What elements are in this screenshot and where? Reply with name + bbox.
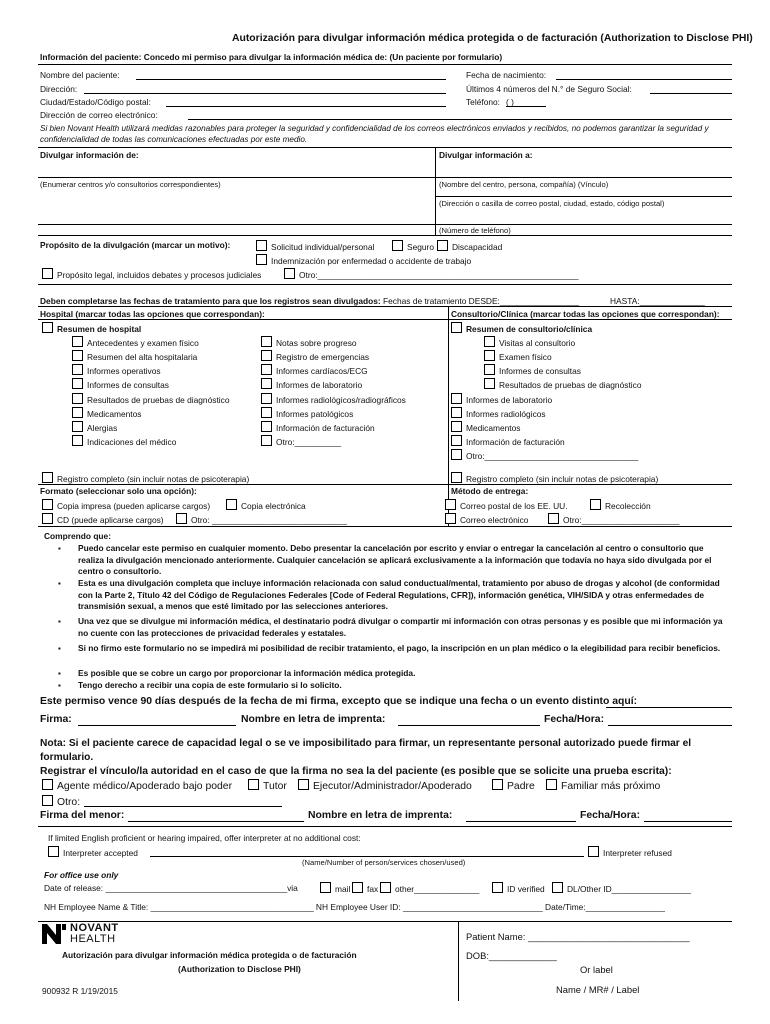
hospital-item[interactable]: Informes patológicos xyxy=(261,407,353,419)
hospital-item[interactable]: Registro de emergencias xyxy=(261,350,369,362)
relation-next-of-kin[interactable]: Familiar más próximo xyxy=(546,779,660,792)
relation-other-field[interactable] xyxy=(84,806,282,807)
footer-title-2: (Authorization to Disclose PHI) xyxy=(178,964,301,974)
hospital-title: Hospital (marcar todas las opciones que correspondan): xyxy=(40,309,265,319)
checkbox[interactable] xyxy=(352,882,363,893)
dob-footer[interactable]: DOB:_____________ xyxy=(466,950,557,961)
understand-item: Esta es una divulgación completa que incluye información relacionada con salud conductual/mental, tratamiento por abuso de drogas y alcohol (de conformidad con la Parte 2, Título 42 del Código de Regulaciones Federales [Code of Federal Regulations, CFR]), información genética, VIH/SIDA y otras enfermedades de transmisión sexual, a menos que esté limitado por las selecciones anteriores. xyxy=(78,578,720,611)
dob-field[interactable] xyxy=(556,79,732,80)
checkbox[interactable] xyxy=(42,499,53,510)
minor-date-label: Fecha/Hora: xyxy=(580,810,641,821)
city-label: Ciudad/Estado/Código postal: xyxy=(40,97,151,107)
hospital-item[interactable]: Informes cardíacos/ECG xyxy=(261,364,368,376)
relation-guardian[interactable]: Tutor xyxy=(248,779,287,792)
clinic-item[interactable]: Examen físico xyxy=(484,350,552,362)
patient-name-label: Nombre del paciente: xyxy=(40,70,120,80)
format-other[interactable]: Otro: _____________________________ xyxy=(176,513,347,525)
purpose-personal[interactable]: Solicitud individual/personal xyxy=(256,240,374,252)
interpreter-hint: (Name/Number of person/services chosen/used) xyxy=(302,858,466,867)
from-hint: (Enumerar centros y/o consultorios correspondientes) xyxy=(40,180,221,189)
format-paper[interactable]: Copia impresa (pueden aplicarse cargos) xyxy=(42,499,210,511)
checkbox[interactable] xyxy=(248,779,259,790)
minor-print-label: Nombre en letra de imprenta: xyxy=(308,810,453,821)
clinic-item[interactable]: Informes de consultas xyxy=(484,364,581,376)
checkbox[interactable] xyxy=(72,421,83,432)
hospital-item[interactable]: Informes de consultas xyxy=(72,378,169,390)
checkbox[interactable] xyxy=(261,378,272,389)
format-title: Formato (seleccionar solo una opción): xyxy=(40,486,197,496)
release-mail[interactable]: mail xyxy=(320,882,350,894)
office-use-title: For office use only xyxy=(44,870,119,880)
clinic-complete-record[interactable]: Registro completo (sin incluir notas de psicoterapia) xyxy=(451,472,658,484)
checkbox[interactable] xyxy=(48,846,59,857)
interpreter-accepted[interactable]: Interpreter accepted xyxy=(48,846,138,858)
checkbox[interactable] xyxy=(437,240,448,251)
expiration-field[interactable] xyxy=(606,707,732,708)
checkbox[interactable] xyxy=(484,364,495,375)
city-field[interactable] xyxy=(166,106,446,107)
ssn-field[interactable] xyxy=(650,93,732,94)
clinic-item[interactable]: Otro:_________________________________ xyxy=(451,449,638,461)
date-to-field[interactable]: HASTA:______________ xyxy=(610,296,705,306)
checkbox[interactable] xyxy=(42,472,53,483)
understand-item: Una vez que se divulgue mi información médica, el destinatario podrá divulgar o compartir mi información con otras personas y es posible que mi información ya no cuente con las protecciones de privacidad federales y estatales. xyxy=(78,616,723,638)
checkbox[interactable] xyxy=(42,779,53,790)
clinic-item[interactable]: Informes de laboratorio xyxy=(451,393,552,405)
purpose-title: Propósito de la divulgación (marcar un motivo): xyxy=(40,240,231,250)
clinic-item[interactable]: Información de facturación xyxy=(451,435,565,447)
form-code: 900932 R 1/19/2015 xyxy=(42,986,118,996)
email-field[interactable] xyxy=(188,119,732,120)
dl-other-id[interactable]: DL/Other ID_________________ xyxy=(552,882,691,894)
checkbox[interactable] xyxy=(261,364,272,375)
checkbox[interactable] xyxy=(261,336,272,347)
understand-title: Comprendo que: xyxy=(44,531,111,541)
checkbox[interactable] xyxy=(72,336,83,347)
novant-logo-icon xyxy=(42,924,66,944)
hospital-item[interactable]: Informes radiológicos/radiográficos xyxy=(261,393,406,405)
hospital-summary[interactable]: Resumen de hospital xyxy=(42,322,141,334)
purpose-insurance[interactable]: Seguro xyxy=(392,240,434,252)
minor-signature-label: Firma del menor: xyxy=(40,810,125,821)
clinic-title: Consultorio/Clínica (marcar todas las opciones que correspondan): xyxy=(451,309,720,319)
interpreter-refused[interactable]: Interpreter refused xyxy=(588,846,672,858)
bullet-icon: ▪ xyxy=(58,681,61,690)
checkbox[interactable] xyxy=(451,421,462,432)
bullet-icon: ▪ xyxy=(58,579,61,588)
checkbox[interactable] xyxy=(484,378,495,389)
checkbox[interactable] xyxy=(451,322,462,333)
relation-agent[interactable]: Agente médico/Apoderado bajo poder xyxy=(42,779,232,792)
understand-item: Es posible que se cobre un cargo por proporcionar la información médica protegida. xyxy=(78,668,416,678)
logo-novant: NOVANT xyxy=(70,922,119,934)
clinic-item[interactable]: Informes radiológicos xyxy=(451,407,546,419)
checkbox[interactable] xyxy=(72,350,83,361)
checkbox[interactable] xyxy=(298,779,309,790)
checkbox[interactable] xyxy=(320,882,331,893)
checkbox[interactable] xyxy=(261,350,272,361)
checkbox[interactable] xyxy=(548,513,559,524)
date-time-field[interactable] xyxy=(608,725,732,726)
checkbox[interactable] xyxy=(176,513,187,524)
patient-name-field[interactable] xyxy=(136,79,446,80)
hospital-item[interactable]: Informes operativos xyxy=(72,364,161,376)
print-name-field[interactable] xyxy=(398,725,540,726)
understand-item: Puedo cancelar este permiso en cualquier momento. Debo presentar la cancelación por escrito y enviar o entregar la cancelación al centro o consultorio que realiza la divulgación mencionado anteriormente. Cualquier cancelación se aplicará exclusivamente a la información que todavía no haya sido divulgada por el centro o consultorio. xyxy=(78,543,712,576)
interpreter-name-field[interactable] xyxy=(150,856,584,857)
checkbox[interactable] xyxy=(590,499,601,510)
mr-label: Name / MR# / Label xyxy=(556,984,640,995)
patient-name-footer[interactable]: Patient Name: _______________________________ xyxy=(466,931,690,942)
clinic-item[interactable]: Visitas al consultorio xyxy=(484,336,575,348)
bullet-icon: ▪ xyxy=(58,617,61,626)
hospital-item[interactable]: Resumen del alta hospitalaria xyxy=(72,350,197,362)
phone-area: ( ) xyxy=(506,97,514,107)
to-hint-2: (Dirección o casilla de correo postal, ciudad, estado, código postal) xyxy=(439,199,665,208)
relation-parent[interactable]: Padre xyxy=(492,779,535,792)
footer-title-1: Autorización para divulgar información médica protegida o de facturación xyxy=(62,950,357,960)
phone-field[interactable] xyxy=(506,106,546,107)
release-other[interactable]: other______________ xyxy=(380,882,479,894)
checkbox[interactable] xyxy=(484,350,495,361)
minor-date-field[interactable] xyxy=(644,821,732,822)
purpose-other[interactable]: Otro:________________________________________________________ xyxy=(284,268,578,280)
print-name-label: Nombre en letra de imprenta: xyxy=(241,714,386,725)
checkbox[interactable] xyxy=(256,254,267,265)
checkbox[interactable] xyxy=(72,407,83,418)
date-time-label: Fecha/Hora: xyxy=(544,714,605,725)
hospital-item[interactable]: Resultados de pruebas de diagnóstico xyxy=(72,393,229,405)
checkbox[interactable] xyxy=(451,435,462,446)
interpreter-text: If limited English proficient or hearing impaired, offer interpreter at no additional cost: xyxy=(48,833,361,843)
hospital-item[interactable]: Medicamentos xyxy=(72,407,141,419)
clinic-summary[interactable]: Resumen de consultorio/clínica xyxy=(451,322,592,334)
checkbox[interactable] xyxy=(256,240,267,251)
checkbox[interactable] xyxy=(552,882,563,893)
date-from-field[interactable]: Fechas de tratamiento DESDE:_________________ xyxy=(383,296,580,306)
hospital-item[interactable]: Otro:__________ xyxy=(261,435,341,447)
relation-other[interactable]: Otro: xyxy=(42,795,80,808)
checkbox[interactable] xyxy=(392,240,403,251)
checkbox[interactable] xyxy=(492,882,503,893)
checkbox[interactable] xyxy=(445,513,456,524)
purpose-legal[interactable]: Propósito legal, incluidos debates y procesos judiciales xyxy=(42,268,261,280)
checkbox[interactable] xyxy=(261,407,272,418)
disclose-to-title: Divulgar información a: xyxy=(439,150,533,160)
checkbox[interactable] xyxy=(380,882,391,893)
relation-title: Registrar el vínculo/la autoridad en el caso de que la firma no sea la del paciente (es posible que se solicite una prueba escrita): xyxy=(40,766,672,777)
signature-label: Firma: xyxy=(40,714,72,725)
logo-health: HEALTH xyxy=(70,933,116,945)
bullet-icon: ▪ xyxy=(58,544,61,553)
relation-executor[interactable]: Ejecutor/Administrador/Apoderado xyxy=(298,779,472,792)
release-fax[interactable]: fax xyxy=(352,882,378,894)
understand-item: Tengo derecho a recibir una copia de este formulario si lo solicito. xyxy=(78,680,342,690)
clinic-item[interactable]: Medicamentos xyxy=(451,421,520,433)
minor-signature-field[interactable] xyxy=(128,821,304,822)
checkbox[interactable] xyxy=(42,268,53,279)
ssn-label: Últimos 4 números del N.° de Seguro Social: xyxy=(466,84,632,94)
or-label: Or label xyxy=(580,964,613,975)
delivery-email[interactable]: Correo electrónico xyxy=(445,513,528,525)
hospital-item[interactable]: Indicaciones del médico xyxy=(72,435,176,447)
format-cd[interactable]: CD (puede aplicarse cargos) xyxy=(42,513,164,525)
signature-field[interactable] xyxy=(78,725,236,726)
bullet-icon: ▪ xyxy=(58,644,61,653)
hospital-complete-record[interactable]: Registro completo (sin incluir notas de psicoterapia) xyxy=(42,472,249,484)
checkbox[interactable] xyxy=(261,393,272,404)
checkbox[interactable] xyxy=(42,322,53,333)
checkbox[interactable] xyxy=(261,435,272,446)
phone-label: Teléfono: xyxy=(466,97,500,107)
delivery-title: Método de entrega: xyxy=(451,486,529,496)
treatment-dates: Deben completarse las fechas de tratamiento para que los registros sean divulgados: Fechas de tratamiento DESDE:_________________ xyxy=(40,296,580,306)
address-field[interactable] xyxy=(84,93,446,94)
checkbox[interactable] xyxy=(546,779,557,790)
checkbox[interactable] xyxy=(445,499,456,510)
delivery-other[interactable]: Otro:_____________________ xyxy=(548,513,679,525)
hospital-item[interactable]: Antecedentes y examen físico xyxy=(72,336,199,348)
address-label: Dirección: xyxy=(40,84,78,94)
to-hint-1: (Nombre del centro, persona, compañía) (Vínculo) xyxy=(439,180,609,189)
to-hint-3: (Número de teléfono) xyxy=(439,226,511,235)
checkbox[interactable] xyxy=(72,393,83,404)
patient-intro: Información del paciente: Concedo mi permiso para divulgar la información médica de: (Un paciente por formulario) xyxy=(40,52,503,62)
understand-item: Si no firmo este formulario no se impedirá mi posibilidad de recibir tratamiento, el pago, la inscripción en un plan médico o la elegibilidad para recibir beneficios. xyxy=(78,643,721,653)
checkbox[interactable] xyxy=(42,513,53,524)
checkbox[interactable] xyxy=(588,846,599,857)
delivery-mail[interactable]: Correo postal de los EE. UU. xyxy=(445,499,568,511)
hospital-item[interactable]: Informes de laboratorio xyxy=(261,378,362,390)
checkbox[interactable] xyxy=(451,393,462,404)
checkbox[interactable] xyxy=(72,378,83,389)
purpose-disability[interactable]: Discapacidad xyxy=(437,240,502,252)
hospital-item[interactable]: Información de facturación xyxy=(261,421,375,433)
form-title: Autorización para divulgar información médica protegida o de facturación (Authorization to Disclose PHI) xyxy=(232,33,753,44)
checkbox[interactable] xyxy=(226,499,237,510)
hospital-item[interactable]: Notas sobre progreso xyxy=(261,336,357,348)
purpose-workers-comp[interactable]: Indemnización por enfermedad o accidente de trabajo xyxy=(256,254,471,266)
checkbox[interactable] xyxy=(261,421,272,432)
bullet-icon: ▪ xyxy=(58,669,61,678)
checkbox[interactable] xyxy=(451,472,462,483)
clinic-item[interactable]: Resultados de pruebas de diagnóstico xyxy=(484,378,641,390)
expiration-text: Este permiso vence 90 días después de la fecha de mi firma, excepto que se indique una fecha o un evento distinto aquí: xyxy=(40,696,638,707)
legal-note: Nota: Si el paciente carece de capacidad legal o se ve imposibilitado para firmar, un representante personal autorizado puede firmar el formulario. xyxy=(40,738,692,763)
employee-line[interactable]: NH Employee Name & Title: ___________________________________ NH Employee User ID: ______________________________ Date/Time:_________________ xyxy=(44,902,665,912)
checkbox[interactable] xyxy=(451,449,462,460)
checkbox[interactable] xyxy=(72,364,83,375)
checkbox[interactable] xyxy=(484,336,495,347)
minor-print-field[interactable] xyxy=(466,821,576,822)
hospital-item[interactable]: Alergias xyxy=(72,421,117,433)
email-label: Dirección de correo electrónico: xyxy=(40,110,158,120)
checkbox[interactable] xyxy=(492,779,503,790)
release-date-field[interactable]: Date of release: _______________________________________via xyxy=(44,883,298,893)
checkbox[interactable] xyxy=(72,435,83,446)
format-electronic[interactable]: Copia electrónica xyxy=(226,499,306,511)
checkbox[interactable] xyxy=(284,268,295,279)
dob-label: Fecha de nacimiento: xyxy=(466,70,547,80)
id-verified[interactable]: ID verified xyxy=(492,882,545,894)
email-disclaimer: Si bien Novant Health utilizará medidas razonables para proteger la seguridad y confidencialidad de los correos electrónicos enviados y recibidos, no podemos garantizar la seguridad y confidencialidad de todas las comunicaciones efectuadas por este medio. xyxy=(40,124,709,144)
checkbox[interactable] xyxy=(42,795,53,806)
delivery-pickup[interactable]: Recolección xyxy=(590,499,651,511)
disclose-from-title: Divulgar información de: xyxy=(40,150,139,160)
checkbox[interactable] xyxy=(451,407,462,418)
